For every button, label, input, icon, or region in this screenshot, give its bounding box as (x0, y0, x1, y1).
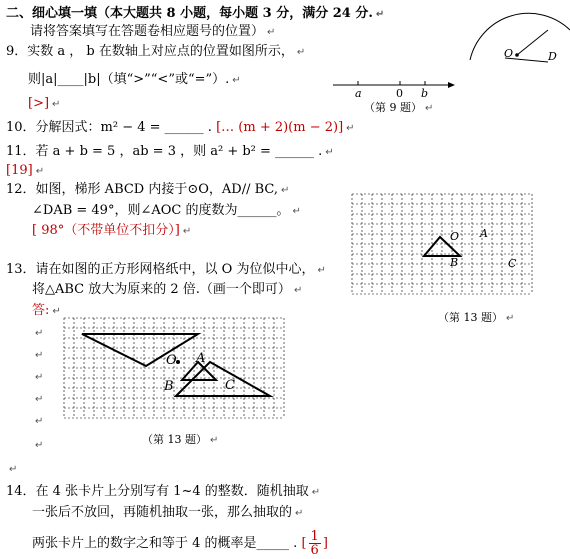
return-mark: ↵ (35, 350, 44, 361)
q12-line1: 12．如图，梯形 ABCD 内接于⊙O，AD// BC, ↵ (6, 182, 290, 197)
label-O: O (166, 353, 177, 368)
q9-line2: 则|a|____|b|（填“>”“<”或“=”）. ↵ (28, 72, 241, 87)
q9-answer: [>] ↵ (28, 96, 61, 111)
label-C: C (225, 378, 235, 393)
q14-answer: [ $\frac{1}{6}$ ] (301, 529, 328, 558)
enlarged-triangle-top (82, 334, 198, 366)
label-D: D (548, 50, 557, 63)
q14-answer-denominator: 6 (310, 543, 319, 558)
number-line-arrow (448, 82, 455, 88)
q11-answer: [19] ↵ (6, 163, 45, 178)
section-instruction: 请将答案填写在答题卷相应题号的位置） ↵ (30, 24, 276, 39)
q14-answer-numerator: 1 (310, 529, 319, 544)
return-mark: ↵ (35, 328, 44, 339)
q12-line2: ∠DAB = 49°，则∠AOC 的度数为______。 ↵ (32, 203, 301, 218)
q13-answer-label: 答: ↵ (32, 303, 61, 318)
number-line-label-0: 0 (396, 87, 403, 100)
grid-lines (352, 194, 532, 294)
label-A: A (480, 227, 488, 240)
number-line-label-b: b (421, 87, 429, 100)
q9-caption: （第 9 题） ↵ (364, 101, 434, 114)
q13-line2: 将△ABC 放大为原来的 2 倍.（画一个即可） ↵ (32, 282, 303, 297)
q10-answer: [… (m + 2)(m − 2)] (216, 120, 344, 135)
q14-line1: 14．在 4 张卡片上分别写有 1~4 的整数．随机抽取 ↵ (6, 484, 321, 499)
q13-line1: 13．请在如图的正方形网格纸中，以 O 为位似中心， ↵ (6, 262, 326, 277)
q14-line2: 一张后不放回，再随机抽取一张，那么抽取的 ↵ (32, 505, 304, 520)
label-C: C (508, 257, 517, 270)
q9-line1: 9．实数 a ， b 在数轴上对应点的位置如图所示， ↵ (6, 44, 306, 59)
grid-left-figure (64, 318, 294, 428)
q11-question: 11．若 a + b = 5 ，ab = 3 ，则 a² + b² = ______ . ↵ (6, 144, 334, 159)
q13-caption-right: （第 13 题） ↵ (438, 311, 515, 324)
label-O: O (450, 230, 460, 243)
return-mark: ↵ (9, 464, 18, 475)
number-line-label-a: a (355, 87, 362, 100)
return-mark: ↵ (35, 440, 44, 451)
return-mark: ↵ (35, 372, 44, 383)
grid-right-figure (352, 194, 542, 304)
label-O: O (504, 47, 514, 60)
q14-line3: 两张卡片上的数字之和等于 4 的概率是_____ . [ $\frac{1}{6}$ ] (32, 529, 328, 558)
q13-caption-left: （第 13 题） ↵ (142, 433, 219, 446)
label-B: B (450, 256, 459, 269)
label-B: B (164, 379, 174, 394)
q12-answer: [ 98°（不带单位不扣分）] ↵ (32, 223, 192, 238)
section-heading: 二、细心填一填（本大题共 8 小题，每小题 3 分，满分 24 分. ↵ (6, 6, 385, 21)
q10-question: 10．分解因式：m² − 4 = ______ . [… (m + 2)(m − 2)] ↵ (6, 120, 355, 135)
return-mark: ↵ (35, 416, 44, 427)
label-A: A (196, 351, 206, 366)
return-mark: ↵ (35, 394, 44, 405)
